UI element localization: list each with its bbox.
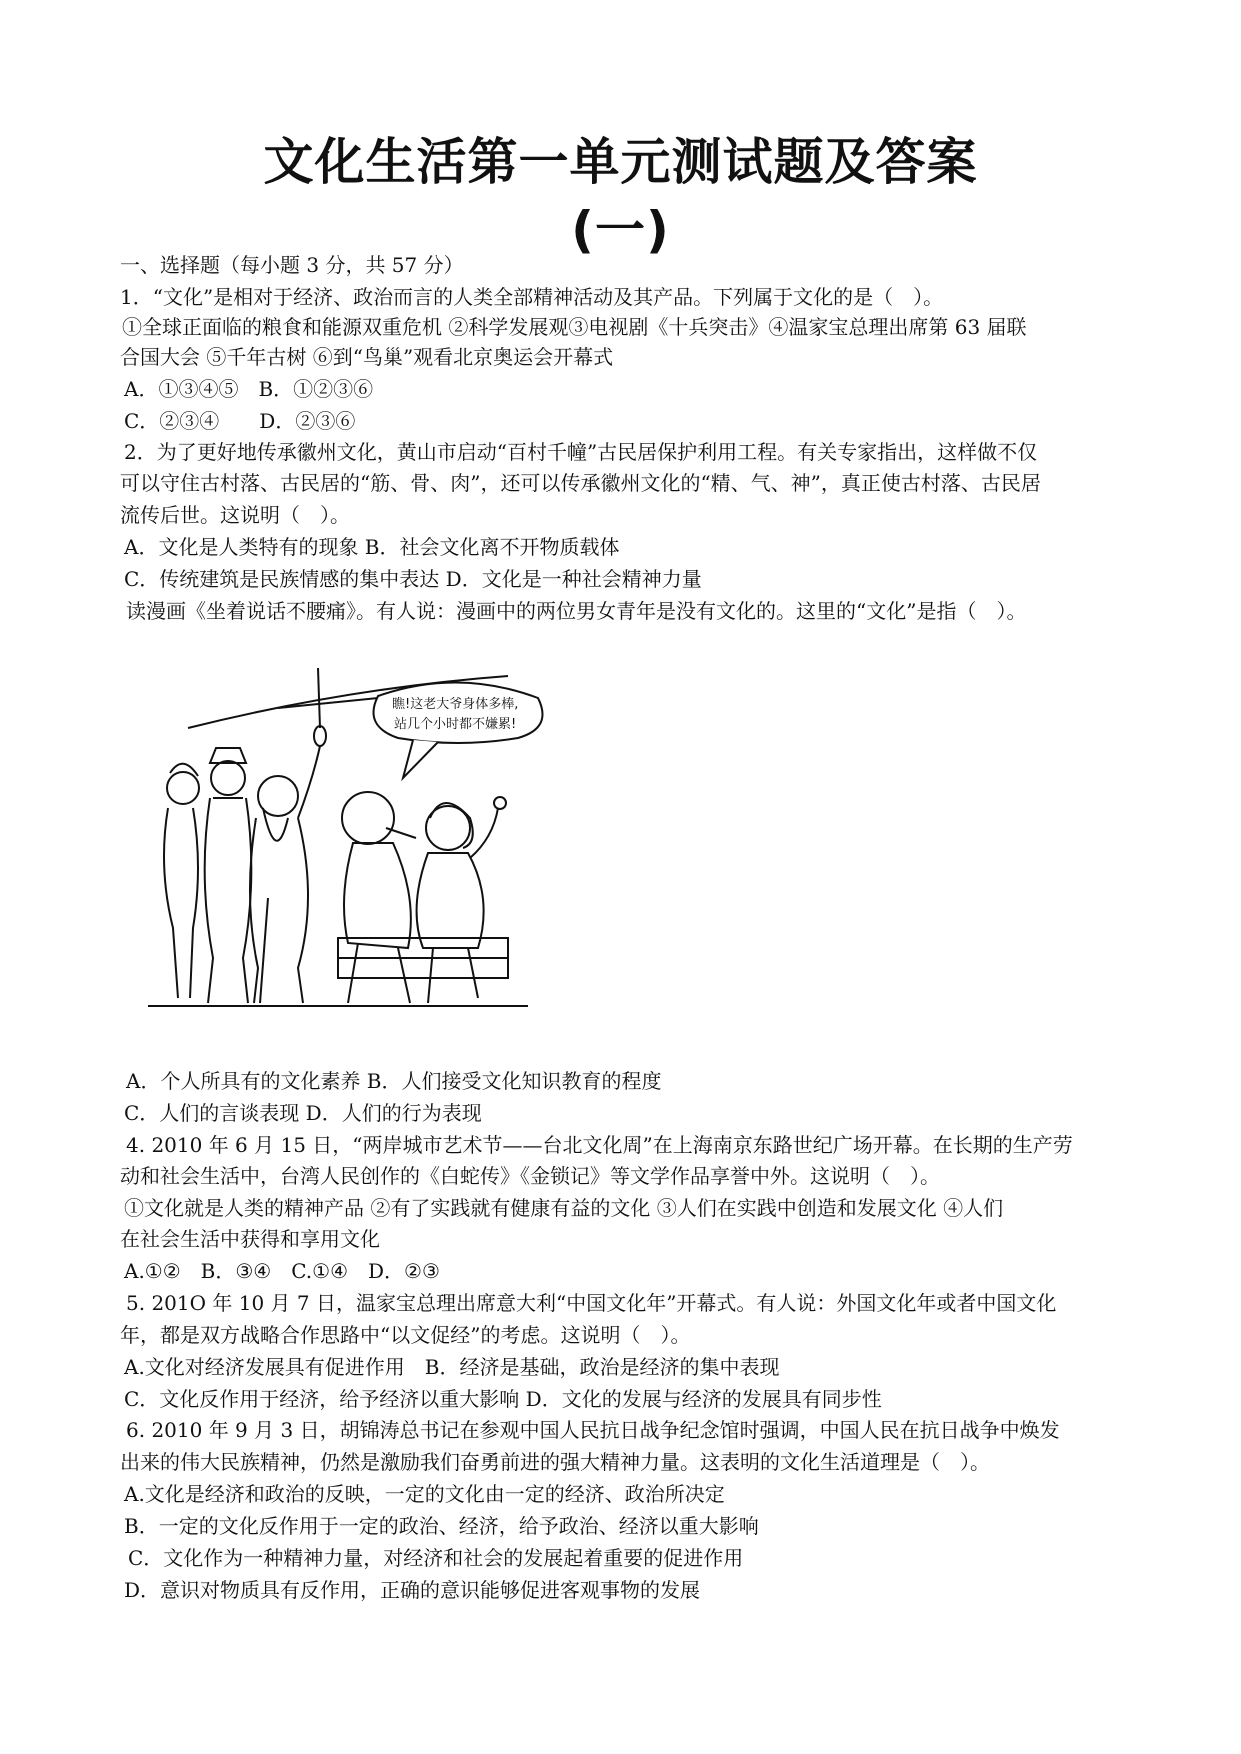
q1-items-line1: ①全球正面临的粮食和能源双重危机 ②科学发展观③电视剧《十兵突击》④温家宝总理出席第 63 届联	[122, 315, 1027, 339]
q2-options-cd: C．传统建筑是民族情感的集中表达 D．文化是一种社会精神力量	[124, 567, 702, 591]
q3-stem: 读漫画《坐着说话不腰痛》。有人说：漫画中的两位男女青年是没有文化的。这里的“文化”是指（ ）。	[126, 599, 1027, 623]
q5-stem-line2: 年，都是双方战略合作思路中“以文促经”的考虑。这说明（ ）。	[120, 1323, 691, 1347]
q5-options-ab: A.文化对经济发展具有促进作用 B．经济是基础，政治是经济的集中表现	[124, 1355, 780, 1379]
q3-options-ab: A．个人所具有的文化素养 B．人们接受文化知识教育的程度	[126, 1069, 662, 1093]
q1-stem: 1．“文化”是相对于经济、政治而言的人类全部精神活动及其产品。下列属于文化的是（ ）。	[120, 285, 944, 309]
q2-stem-line3: 流传后世。这说明（ ）。	[120, 503, 350, 527]
q2-stem-line1: 2．为了更好地传承徽州文化，黄山市启动“百村千幢”古民居保护利用工程。有关专家指出，这样做不仅	[124, 440, 1038, 464]
speech-bubble-line1: 瞧!这老大爷身体多棒,	[392, 697, 519, 712]
section-heading: 一、选择题（每小题 3 分，共 57 分）	[120, 253, 464, 277]
document-title: 文化生活第一单元测试题及答案	[263, 133, 978, 191]
q6-stem-line2: 出来的伟大民族精神，仍然是激励我们奋勇前进的强大精神力量。这表明的文化生活道理是（ ）。	[120, 1450, 990, 1474]
q2-stem-line2: 可以守住古村落、古民居的“筋、骨、肉”，还可以传承徽州文化的“精、气、神”，真正使古村落、古民居	[120, 471, 1041, 495]
q6-stem-line1: 6. 2010 年 9 月 3 日，胡锦涛总书记在参观中国人民抗日战争纪念馆时强调，中国人民在抗日战争中焕发	[126, 1418, 1060, 1442]
q4-stem-line2: 动和社会生活中，台湾人民创作的《白蛇传》《金锁记》等文学作品享誉中外。这说明（ ）。	[120, 1164, 940, 1188]
q5-stem-line1: 5. 201O 年 10 月 7 日，温家宝总理出席意大利“中国文化年”开幕式。有人说：外国文化年或者中国文化	[126, 1291, 1057, 1315]
q1-options-ab: A．①③④⑤ B．①②③⑥	[124, 377, 374, 401]
q4-items-line1: ①文化就是人类的精神产品 ②有了实践就有健康有益的文化 ③人们在实践中创造和发展文化 ④人们	[124, 1196, 1004, 1220]
q2-options-ab: A．文化是人类特有的现象 B．社会文化离不开物质载体	[124, 535, 620, 559]
q4-options: A.①② B．③④ C.①④ D．②③	[124, 1259, 440, 1283]
cartoon-image	[148, 668, 568, 1013]
q1-options-cd: C．②③④ D．②③⑥	[124, 409, 356, 433]
q4-stem-line1: 4. 2010 年 6 月 15 日，“两岸城市艺术节——台北文化周”在上海南京东路世纪广场开幕。在长期的生产劳	[126, 1133, 1073, 1157]
document-subtitle: (一)	[571, 201, 670, 259]
q1-items-line2: 合国大会 ⑤千年古树 ⑥到“鸟巢”观看北京奥运会开幕式	[120, 345, 614, 369]
q5-options-cd: C．文化反作用于经济，给予经济以重大影响 D．文化的发展与经济的发展具有同步性	[124, 1387, 882, 1411]
q6-option-b: B．一定的文化反作用于一定的政治、经济，给予政治、经济以重大影响	[124, 1514, 759, 1538]
q3-options-cd: C．人们的言谈表现 D．人们的行为表现	[124, 1101, 482, 1125]
q4-items-line2: 在社会生活中获得和享用文化	[120, 1227, 380, 1251]
speech-bubble-line2: 站几个小时都不嫌累!	[394, 717, 517, 732]
q6-option-c: C．文化作为一种精神力量，对经济和社会的发展起着重要的促进作用	[128, 1546, 744, 1570]
q6-option-a: A.文化是经济和政治的反映，一定的文化由一定的经济、政治所决定	[124, 1482, 725, 1506]
q6-option-d: D．意识对物质具有反作用，正确的意识能够促进客观事物的发展	[124, 1578, 701, 1602]
